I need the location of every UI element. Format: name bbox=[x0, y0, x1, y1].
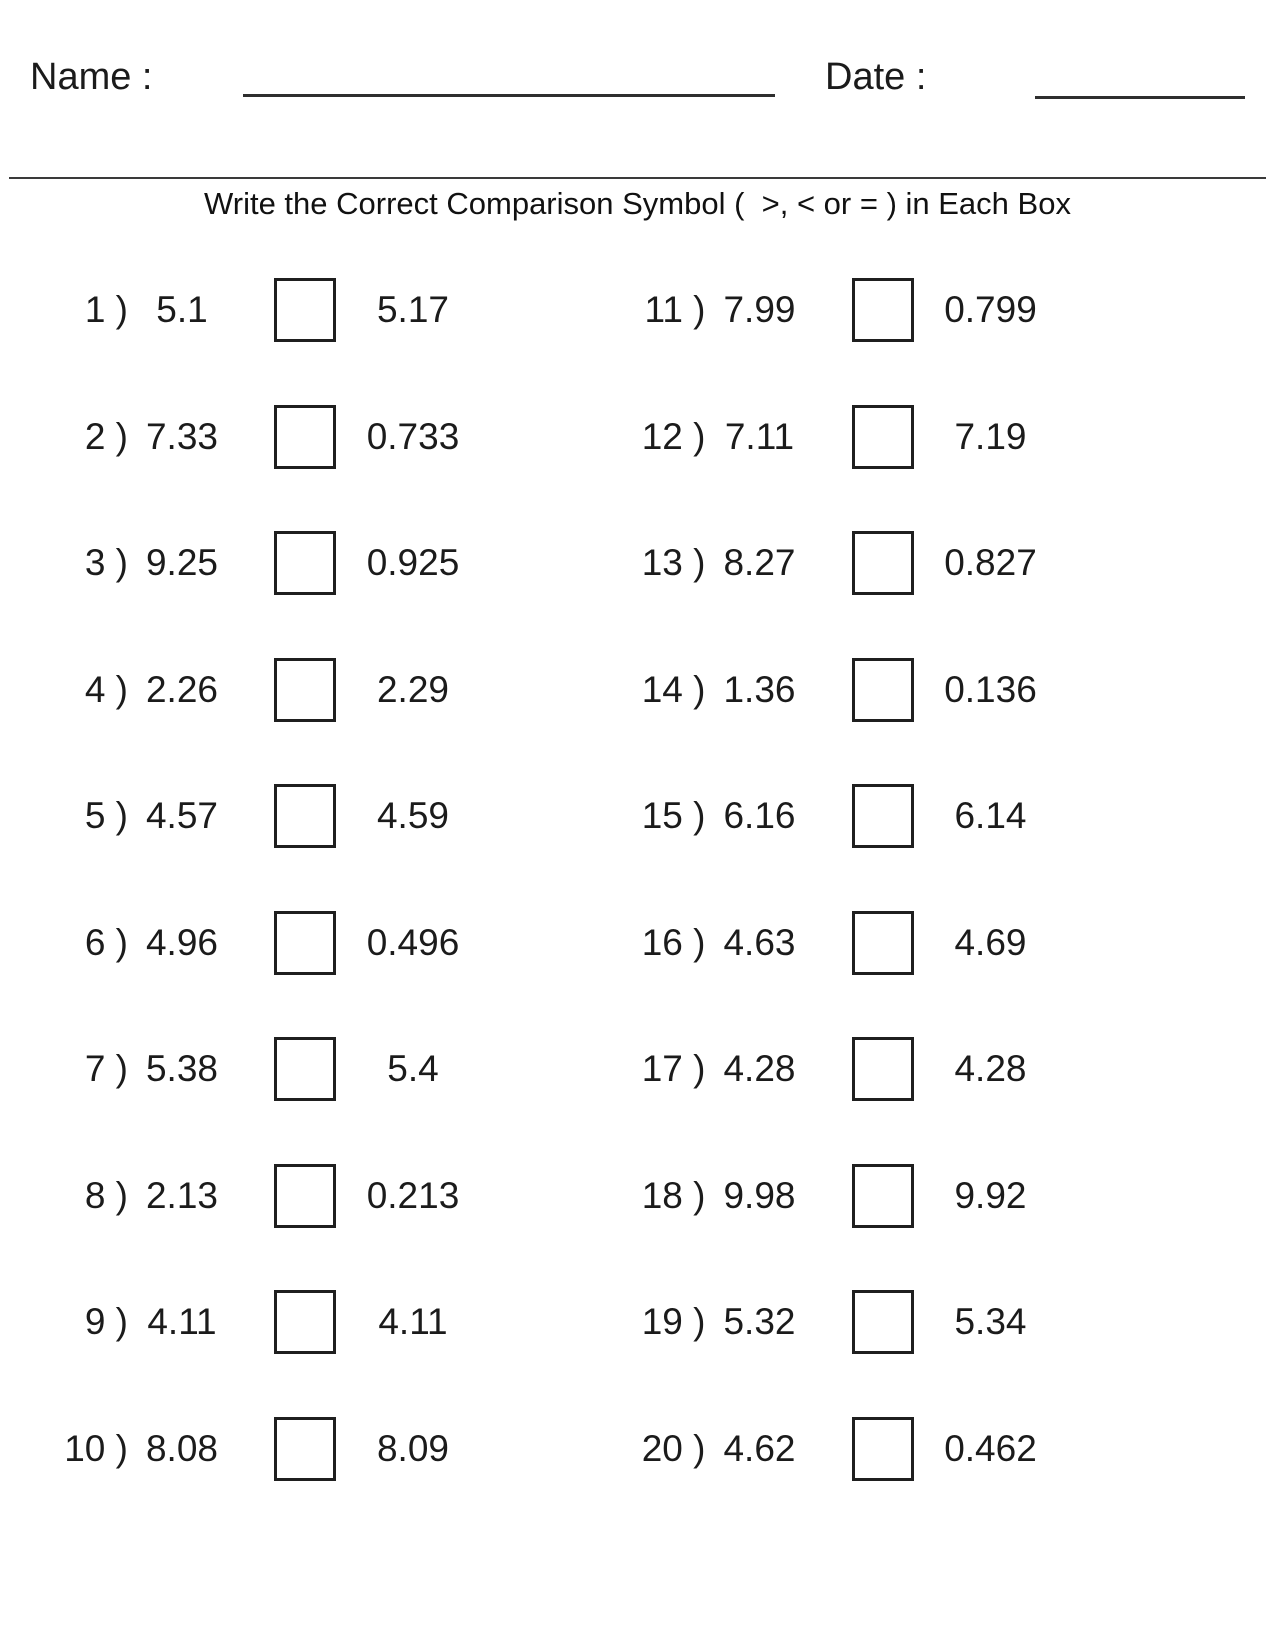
left-value: 7.99 bbox=[723, 289, 796, 331]
problem-number: 15 ) bbox=[641, 795, 706, 837]
right-value: 0.136 bbox=[944, 668, 1037, 710]
problem-row bbox=[638, 247, 1275, 374]
right-value: 4.28 bbox=[954, 1048, 1027, 1090]
right-value: 9.92 bbox=[954, 1174, 1027, 1216]
problem-row bbox=[638, 374, 1275, 501]
problem-number: 3 ) bbox=[84, 542, 128, 584]
left-value: 4.63 bbox=[723, 921, 796, 963]
problem-row bbox=[0, 247, 638, 374]
right-value: 0.462 bbox=[944, 1427, 1037, 1469]
answer-box[interactable] bbox=[274, 278, 336, 342]
right-value: 4.69 bbox=[954, 921, 1027, 963]
problem-row bbox=[0, 880, 638, 1007]
left-value: 5.38 bbox=[145, 1048, 218, 1090]
problem-number: 8 ) bbox=[84, 1174, 128, 1216]
right-value: 4.11 bbox=[378, 1301, 448, 1343]
left-value: 5.32 bbox=[723, 1301, 796, 1343]
left-value: 2.13 bbox=[145, 1174, 218, 1216]
right-value: 0.925 bbox=[366, 542, 460, 584]
answer-box[interactable] bbox=[852, 278, 914, 342]
problem-row bbox=[638, 753, 1275, 880]
problem-number: 19 ) bbox=[641, 1301, 706, 1343]
problem-number: 17 ) bbox=[641, 1048, 706, 1090]
right-value: 5.34 bbox=[954, 1301, 1027, 1343]
right-value: 0.496 bbox=[366, 921, 460, 963]
problem-row bbox=[0, 1133, 638, 1260]
name-fill-line[interactable] bbox=[243, 62, 775, 97]
left-value: 5.1 bbox=[156, 289, 208, 331]
answer-box[interactable] bbox=[852, 1417, 914, 1481]
answer-box[interactable] bbox=[852, 784, 914, 848]
problem-number: 1 ) bbox=[84, 289, 128, 331]
problem-row bbox=[0, 1259, 638, 1386]
problem-row bbox=[0, 627, 638, 754]
left-value: 4.57 bbox=[145, 795, 218, 837]
right-value: 4.59 bbox=[376, 795, 449, 837]
left-value: 7.11 bbox=[724, 415, 795, 457]
instruction-title: Write the Correct Comparison Symbol ( >, < or = ) in Each Box bbox=[204, 186, 1071, 221]
left-value: 8.08 bbox=[145, 1427, 218, 1469]
problem-number: 11 ) bbox=[644, 289, 706, 331]
problem-row bbox=[0, 753, 638, 880]
problem-number: 2 ) bbox=[84, 415, 128, 457]
problem-number: 4 ) bbox=[84, 668, 128, 710]
problem-row bbox=[638, 1259, 1275, 1386]
left-value: 4.96 bbox=[145, 921, 218, 963]
problem-number: 5 ) bbox=[84, 795, 128, 837]
problem-row bbox=[638, 1386, 1275, 1513]
left-value: 9.98 bbox=[723, 1174, 796, 1216]
answer-box[interactable] bbox=[274, 1290, 336, 1354]
answer-box[interactable] bbox=[274, 784, 336, 848]
answer-box[interactable] bbox=[274, 531, 336, 595]
problem-row bbox=[638, 880, 1275, 1007]
right-value: 0.827 bbox=[944, 542, 1037, 584]
answer-box[interactable] bbox=[274, 405, 336, 469]
problem-row bbox=[0, 500, 638, 627]
date-label: Date : bbox=[825, 56, 927, 98]
right-value: 7.19 bbox=[954, 415, 1027, 457]
problem-number: 6 ) bbox=[84, 921, 128, 963]
answer-box[interactable] bbox=[274, 1417, 336, 1481]
answer-box[interactable] bbox=[274, 1037, 336, 1101]
left-value: 4.62 bbox=[723, 1427, 796, 1469]
right-value: 0.733 bbox=[366, 415, 460, 457]
left-value: 4.28 bbox=[723, 1048, 796, 1090]
left-value: 1.36 bbox=[723, 668, 796, 710]
problem-row bbox=[638, 500, 1275, 627]
right-value: 0.799 bbox=[944, 289, 1037, 331]
date-fill-line[interactable] bbox=[1035, 63, 1245, 99]
answer-box[interactable] bbox=[274, 658, 336, 722]
right-value: 5.4 bbox=[387, 1048, 439, 1090]
problem-row bbox=[638, 1133, 1275, 1260]
problem-number: 12 ) bbox=[641, 415, 706, 457]
left-value: 8.27 bbox=[723, 542, 796, 584]
right-value: 8.09 bbox=[376, 1427, 449, 1469]
problem-number: 16 ) bbox=[641, 921, 706, 963]
problem-number: 14 ) bbox=[641, 668, 706, 710]
left-value: 9.25 bbox=[145, 542, 218, 584]
problem-row bbox=[0, 374, 638, 501]
answer-box[interactable] bbox=[274, 911, 336, 975]
left-value: 4.11 bbox=[147, 1301, 217, 1343]
right-value: 0.213 bbox=[366, 1174, 460, 1216]
problem-number: 7 ) bbox=[84, 1048, 128, 1090]
header-divider bbox=[9, 177, 1266, 179]
right-value: 6.14 bbox=[954, 795, 1027, 837]
answer-box[interactable] bbox=[852, 405, 914, 469]
answer-box[interactable] bbox=[852, 1164, 914, 1228]
left-value: 6.16 bbox=[723, 795, 796, 837]
answer-box[interactable] bbox=[852, 911, 914, 975]
right-value: 2.29 bbox=[376, 668, 449, 710]
problem-number: 13 ) bbox=[641, 542, 706, 584]
answer-box[interactable] bbox=[852, 1290, 914, 1354]
problem-row bbox=[0, 1386, 638, 1513]
problem-number: 9 ) bbox=[84, 1301, 128, 1343]
answer-box[interactable] bbox=[852, 1037, 914, 1101]
left-value: 7.33 bbox=[145, 415, 218, 457]
problem-number: 10 ) bbox=[64, 1427, 128, 1469]
problems-grid bbox=[0, 247, 1275, 1512]
right-value: 5.17 bbox=[376, 289, 449, 331]
problem-number: 20 ) bbox=[641, 1427, 706, 1469]
answer-box[interactable] bbox=[274, 1164, 336, 1228]
problem-row bbox=[0, 1006, 638, 1133]
problem-row bbox=[638, 1006, 1275, 1133]
problem-row bbox=[638, 627, 1275, 754]
answer-box[interactable] bbox=[852, 531, 914, 595]
name-label: Name : bbox=[30, 56, 153, 98]
left-value: 2.26 bbox=[145, 668, 218, 710]
answer-box[interactable] bbox=[852, 658, 914, 722]
problem-number: 18 ) bbox=[641, 1174, 706, 1216]
